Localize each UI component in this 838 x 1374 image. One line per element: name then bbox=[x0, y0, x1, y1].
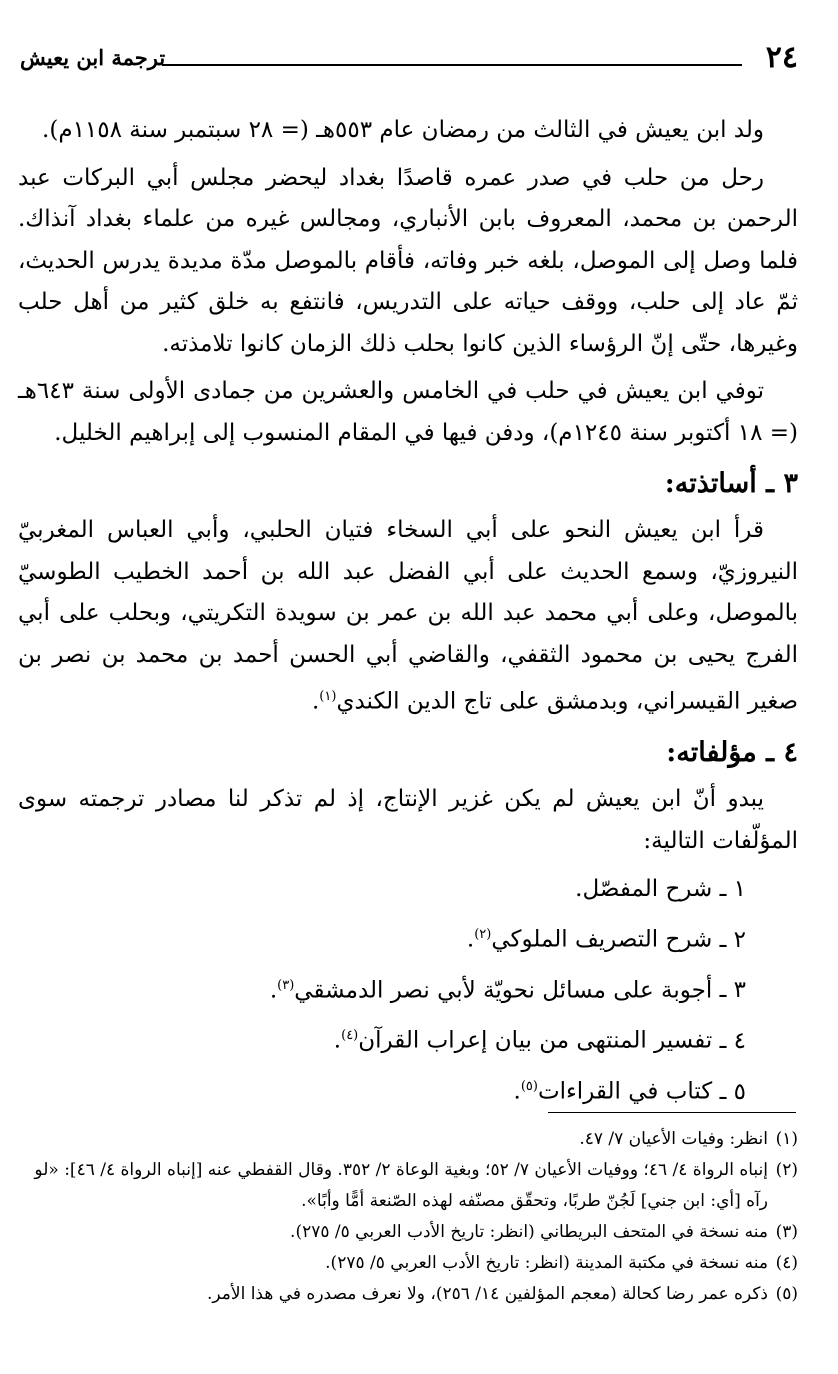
teachers-heading: ٣ ـ أساتذته: bbox=[664, 468, 798, 499]
footnote bbox=[18, 1217, 798, 1248]
footnote-text: انظر: وفيات الأعيان ٧/ ٤٧. bbox=[579, 1129, 768, 1149]
teachers-text: قرأ ابن يعيش النحو على أبي السخاء فتيان الحلبي، وأبي العباس المغربيّ النيروزيّ، وسمع الحديث على أبي الفضل عبد الله بن أحمد الخطيب الطوسيّ بالموصل، وعلى أبي محمد عبد الله بن عمر بن سويدة التكريتي، وبحلب على أبي الفرج يحيى بن محمود الثقفي، والقاضي أبي الحسن أحمد بن محمد بن نصر بن صغير القيسراني، وبدمشق على تاج الدين الكندي bbox=[18, 517, 798, 715]
list-item: ٢ ـ شرح التصريف الملوكي$^{(٢)}$. bbox=[18, 912, 746, 963]
footnote-rule bbox=[548, 1112, 796, 1113]
works-list bbox=[18, 866, 798, 1115]
footnote-number: (١) bbox=[775, 1129, 798, 1149]
footnote-number: (٣) bbox=[775, 1222, 798, 1242]
list-item: ٣ ـ أجوبة على مسائل نحويّة لأبي نصر الدمشقي$^{(٣)}$. bbox=[18, 963, 746, 1014]
list-item-index: ٣ ـ bbox=[719, 977, 746, 1004]
footnote-marker: (٤) bbox=[341, 1028, 359, 1044]
footnote bbox=[18, 1279, 798, 1310]
footnote-number: (٤) bbox=[775, 1253, 798, 1273]
footnote bbox=[18, 1124, 798, 1155]
list-item-index: ٢ ـ bbox=[719, 926, 746, 953]
list-item: ٤ ـ تفسير المنتهى من بيان إعراب القرآن$^{(٤)}$. bbox=[18, 1013, 746, 1064]
footnote-text: منه نسخة في المتحف البريطاني (انظر: تاريخ الأدب العربي ٥/ ٢٧٥). bbox=[290, 1222, 768, 1242]
footnote bbox=[18, 1155, 798, 1217]
footnote-marker: (٢) bbox=[474, 927, 492, 943]
list-item-title: أجوبة على مسائل نحويّة لأبي نصر الدمشقي bbox=[294, 977, 713, 1004]
footnote-text: إنباه الرواة ٤/ ٤٦؛ ووفيات الأعيان ٧/ ٥٢؛ وبغية الوعاة ٢/ ٣٥٢. وقال القفطي عنه [إنباه الرواة ٤/ ٤٦]: «لو رآه [أي: ابن جني] لَجُنّ طربًا، وتحقّق مصنّفه لهذه الصّنعة أمًّا وأبًا». bbox=[34, 1160, 768, 1211]
footnote bbox=[18, 1248, 798, 1279]
footnote-number: (٥) bbox=[775, 1284, 798, 1304]
list-item-title: شرح التصريف الملوكي bbox=[491, 926, 713, 953]
page-header bbox=[20, 38, 798, 78]
travel-paragraph: رحل من حلب في صدر عمره قاصدًا بغداد ليحضر مجلس أبي البركات عبد الرحمن بن محمد، المعروف بابن الأنباري، ومجالس غيره من علماء بغداد آنذاك. فلما وصل إلى الموصل، بلغه خبر وفاته، فأقام بالموصل مدّة مديدة يدرس الحديث، ثمّ عاد إلى حلب، ووقف حياته على التدريس، فانتفع به خلق كثير من أهل حلب وغيرها، حتّى إنّ الرؤساء الذين كانوا بحلب ذلك الزمان كانوا تلامذته. bbox=[18, 164, 798, 357]
teachers-paragraph: قرأ ابن يعيش النحو على أبي السخاء فتيان الحلبي، وأبي العباس المغربيّ النيروزيّ، وسمع الحديث على أبي الفضل عبد الله بن أحمد الخطيب الطوسيّ بالموصل، وعلى أبي محمد عبد الله بن عمر بن سويدة التكريتي، وبحلب على أبي الفرج يحيى بن محمود الثقفي، والقاضي أبي الحسن أحمد بن محمد بن نصر بن صغير القيسراني، وبدمشق على تاج الدين الكندي$^{(١)}$. bbox=[18, 517, 798, 715]
footnote-marker: (٥) bbox=[520, 1079, 538, 1095]
footnote-marker: (١) bbox=[319, 689, 337, 704]
list-item-index: ٤ ـ bbox=[719, 1028, 746, 1055]
list-item-title: كتاب في القراءات bbox=[537, 1078, 713, 1105]
page-number: ٢٤ bbox=[765, 40, 798, 75]
main-text bbox=[18, 110, 798, 1115]
footnote-text: ذكره عمر رضا كحالة (معجم المؤلفين ١٤/ ٢٥٦)، ولا نعرف مصدره في هذا الأمر. bbox=[207, 1284, 768, 1304]
footnote-marker: (٣) bbox=[277, 977, 295, 993]
running-title: ترجمة ابن يعيش bbox=[20, 45, 166, 70]
list-item-title: شرح المفصّل. bbox=[575, 876, 713, 903]
list-item-index: ٥ ـ bbox=[719, 1078, 746, 1105]
works-intro: يبدو أنّ ابن يعيش لم يكن غزير الإنتاج، إذ لم تذكر لنا مصادر ترجمته سوى المؤلّفات التالية: bbox=[18, 786, 798, 854]
works-heading: ٤ ـ مؤلفاته: bbox=[666, 737, 798, 769]
header-rule bbox=[162, 64, 742, 66]
footnote-text: منه نسخة في مكتبة المدينة (انظر: تاريخ الأدب العربي ٥/ ٢٧٥). bbox=[325, 1253, 768, 1273]
footnote-number: (٢) bbox=[775, 1160, 798, 1180]
list-item bbox=[18, 866, 746, 912]
list-item-index: ١ ـ bbox=[719, 876, 746, 903]
birth-paragraph: ولد ابن يعيش في الثالث من رمضان عام ٥٥٣هـ (= ٢٨ سبتمبر سنة ١١٥٨م). bbox=[42, 117, 764, 143]
death-paragraph: توفي ابن يعيش في حلب في الخامس والعشرين من جمادى الأولى سنة ٦٤٣هـ (= ١٨ أكتوبر سنة ١٢٤٥م)، ودفن فيها في المقام المنسوب إلى إبراهيم الخليل. bbox=[18, 378, 798, 446]
list-item: ٥ ـ كتاب في القراءات$^{(٥)}$. bbox=[18, 1064, 746, 1115]
footnotes bbox=[18, 1124, 798, 1310]
list-item-title: تفسير المنتهى من بيان إعراب القرآن bbox=[358, 1028, 713, 1055]
